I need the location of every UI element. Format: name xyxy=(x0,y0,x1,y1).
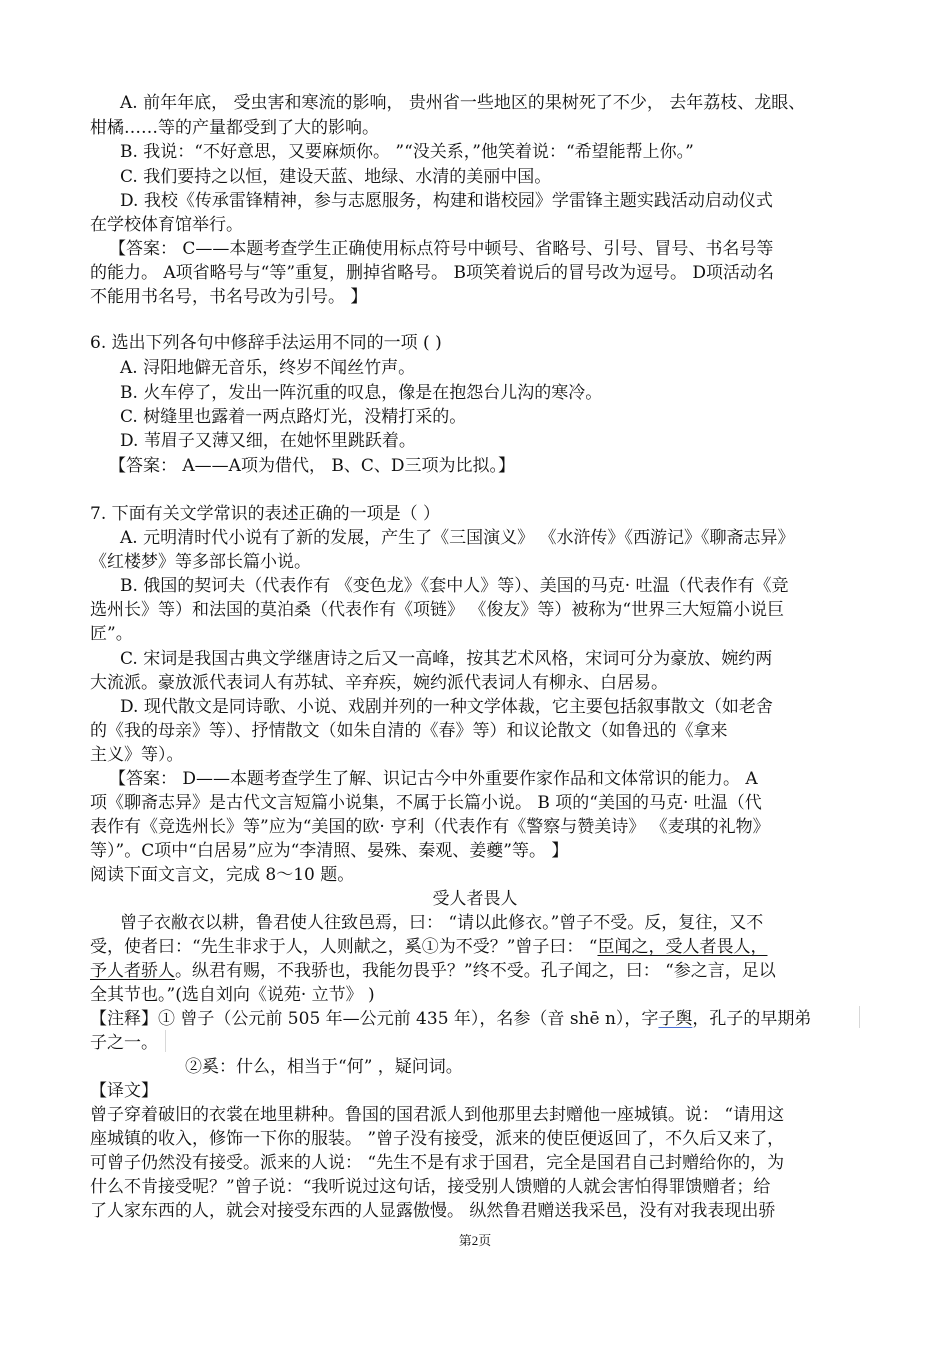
answer-5-line-3: 不能用书名号，书名号改为引号。 】 xyxy=(90,287,368,307)
translation-line-5: 了人家东西的人，就会对接受东西的人显露傲慢。 纵然鲁君赠送我采邑，没有对我表现出骄 xyxy=(90,1201,776,1221)
passage-line-4: 全其节也。”(选自刘向《说苑· 立节》 ) xyxy=(90,985,375,1005)
answer-6: 【答案： A——A项为借代， B、C、D三项为比拟。】 xyxy=(109,456,515,476)
option-7d-line-3: 主义》等）。 xyxy=(90,745,184,765)
page-number: 第2页 xyxy=(458,1233,492,1248)
answer-7-line-3: 表作有《竞选州长》等”应为“美国的欧· 亨利（代表作有《警察与赞美诗》 《麦琪的礼物》 xyxy=(90,817,770,837)
option-7c-line-2: 大流派。豪放派代表词人有苏轼、辛弃疾，婉约派代表词人有柳永、白居易。 xyxy=(90,673,668,693)
annotation-line-2: 子之一。 xyxy=(90,1033,158,1053)
option-6a: A. 浔阳地僻无音乐，终岁不闻丝竹声。 xyxy=(120,358,416,378)
option-7d-line-2: 的《我的母亲》等）、抒情散文（如朱自清的《春》等）和议论散文（如鲁迅的《拿来 xyxy=(90,721,728,741)
option-7b-line-3: 匠”。 xyxy=(90,624,133,644)
text-box-edge xyxy=(165,1030,166,1052)
option-5b: B. 我说：“不好意思，又要麻烦你。 ”“没关系，”他笑着说：“希望能帮上你。” xyxy=(120,142,694,162)
option-5d-line-1: D. 我校《传承雷锋精神，参与志愿服务，构建和谐校园》学雷锋主题实践活动启动仪式 xyxy=(120,191,773,211)
answer-5-line-1: 【答案： C——本题考查学生正确使用标点符号中顿号、省略号、引号、冒号、书名号等 xyxy=(109,239,774,259)
answer-7-line-4: 等）”。C项中“白居易”应为“李清照、晏殊、秦观、姜夔”等。 】 xyxy=(90,841,569,861)
option-7a-line-2: 《红楼梦》等多部长篇小说。 xyxy=(90,552,311,572)
question-6: 6. 选出下列各句中修辞手法运用不同的一项 ( ) xyxy=(90,333,442,353)
option-7d-line-1: D. 现代散文是同诗歌、小说、戏剧并列的一种文学体裁，它主要包括叙事散文（如老舍 xyxy=(120,697,773,717)
answer-7-line-2: 项《聊斋志异》是古代文言短篇小说集，不属于长篇小说。 B 项的“美国的马克· 吐温（代 xyxy=(90,793,762,813)
underlined-quote-part-2: 予人者骄人 xyxy=(90,961,175,981)
translation-heading: 【译文】 xyxy=(90,1081,158,1101)
passage-line-2: 受，使者曰：“先生非求于人，人则献之，奚①为不受？”曾子曰： “臣闻之，受人者畏人， xyxy=(90,937,768,957)
reading-instruction: 阅读下面文言文，完成 8～10 题。 xyxy=(90,865,355,885)
option-7b-line-2: 选州长》等）和法国的莫泊桑（代表作有《项链》 《俊友》等）被称为“世界三大短篇小说巨 xyxy=(90,600,785,620)
passage-title: 受人者畏人 xyxy=(432,889,518,909)
option-6c: C. 树缝里也露着一两点路灯光，没精打采的。 xyxy=(120,407,467,427)
option-5c: C. 我们要持之以恒，建设天蓝、地绿、水清的美丽中国。 xyxy=(120,167,552,187)
answer-7-line-1: 【答案： D——本题考查学生了解、识记古今中外重要作家作品和文体常识的能力。 A xyxy=(109,769,758,789)
option-5a-line-1: A. 前年年底， 受虫害和寒流的影响， 贵州省一些地区的果树死了不少， 去年荔枝、龙眼、 xyxy=(120,93,806,113)
translation-line-1: 曾子穿着破旧的衣裳在地里耕种。鲁国的国君派人到他那里去封赠他一座城镇。说： “请用这 xyxy=(90,1105,785,1125)
option-7c-line-1: C. 宋词是我国古典文学继唐诗之后又一高峰，按其艺术风格，宋词可分为豪放、婉约两 xyxy=(120,649,773,669)
question-7: 7. 下面有关文学常识的表述正确的一项是（ ） xyxy=(90,504,441,524)
annotation-line-3: ②奚：什么，相当于“何” ，疑问词。 xyxy=(185,1057,463,1077)
option-6d: D. 苇眉子又薄又细，在她怀里跳跃着。 xyxy=(120,431,416,451)
answer-5-line-2: 的能力。 A项省略号与“等”重复，删掉省略号。 B项笑着说后的冒号改为逗号。 D项活动名 xyxy=(90,263,774,283)
passage-line-3: 予人者骄人。纵君有赐，不我骄也，我能勿畏乎？”终不受。孔子闻之，曰： “参之言，足以 xyxy=(90,961,776,981)
passage-line-1: 曾子衣敝衣以耕，鲁君使人往致邑焉，曰： “请以此修衣。”曾子不受。反，复往，又不 xyxy=(120,913,764,933)
option-5d-line-2: 在学校体育馆举行。 xyxy=(90,215,243,235)
underlined-quote-part-1: 臣闻之，受人者畏人， xyxy=(597,937,768,957)
text-box-edge xyxy=(859,1006,860,1028)
translation-line-3: 可曾子仍然没有接受。派来的人说： “先生不是有求于国君，完全是国君自己封赠给你的，为 xyxy=(90,1153,785,1173)
option-7a-line-1: A. 元明清时代小说有了新的发展，产生了《三国演义》 《水浒传》《西游记》《聊斋志异》 xyxy=(120,528,795,548)
translation-line-4: 什么不肯接受呢？”曾子说：“我听说过这句话，接受别人馈赠的人就会害怕得罪馈赠者；给 xyxy=(90,1177,771,1197)
option-7b-line-1: B. 俄国的契诃夫（代表作有 《变色龙》《套中人》等）、美国的马克· 吐温（代表作有《竞 xyxy=(120,576,789,596)
annotation-line-1: 【注释】① 曾子（公元前 505 年—公元前 435 年），名参（音 shē n），字子舆，孔子的早期弟 xyxy=(90,1009,812,1029)
translation-line-2: 座城镇的收入，修饰一下你的服装。 ”曾子没有接受，派来的使臣便返回了，不久后又来了， xyxy=(90,1129,785,1149)
spell-marked-word: 子舆 xyxy=(658,1009,693,1029)
option-5a-line-2: 柑橘……等的产量都受到了大的影响。 xyxy=(90,118,379,138)
option-6b: B. 火车停了，发出一阵沉重的叹息，像是在抱怨台儿沟的寒冷。 xyxy=(120,383,603,403)
